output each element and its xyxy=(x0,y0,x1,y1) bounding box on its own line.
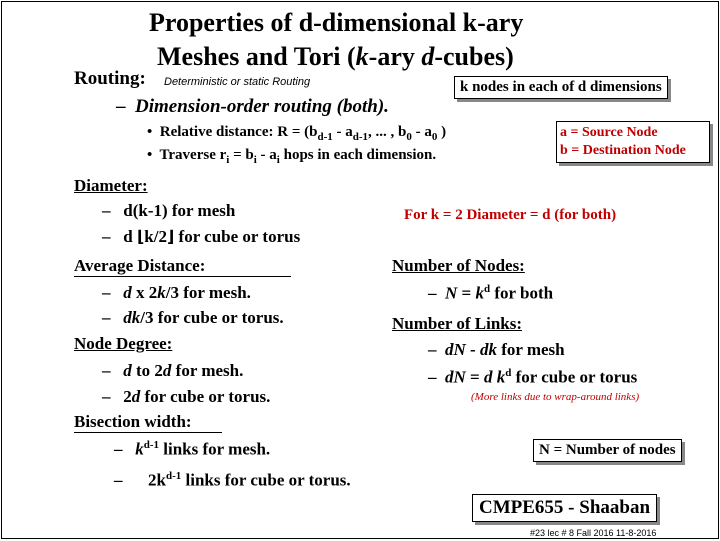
tr-text: = b xyxy=(229,147,254,163)
floor-open: ⌊ xyxy=(136,227,145,246)
k: k xyxy=(475,283,484,303)
title-text-end: -cubes) xyxy=(434,42,514,71)
sup: d-1 xyxy=(143,439,160,451)
title-line-1: Properties of d-dimensional k-ary xyxy=(149,8,524,37)
routing-heading: Routing: xyxy=(74,68,146,89)
title-text: Meshes and Tori ( xyxy=(157,42,356,71)
legend-box xyxy=(556,121,710,163)
links-note: (More links due to wrap-around links) xyxy=(471,391,640,403)
slide xyxy=(1,1,719,539)
bisection-heading: Bisection width: xyxy=(74,412,222,433)
dN: dN xyxy=(445,367,466,387)
diameter-mesh-text: d(k-1) for mesh xyxy=(123,201,236,220)
eq: = xyxy=(457,283,476,303)
sup: d xyxy=(483,283,491,295)
degree-torus: – 2d for cube or torus. xyxy=(102,387,271,406)
N: N xyxy=(445,283,458,303)
title-d: d xyxy=(421,42,435,71)
title-k: k xyxy=(355,42,369,71)
d: d xyxy=(483,367,493,387)
text: for cube or torus xyxy=(511,367,638,387)
rd-sub: 0 xyxy=(406,131,412,143)
title-text-mid: -ary xyxy=(368,42,422,71)
degree-heading: Node Degree: xyxy=(74,334,173,353)
sup: d xyxy=(505,367,512,379)
title-line-2 xyxy=(157,42,514,72)
text: links for mesh. xyxy=(159,439,271,459)
dk: dk xyxy=(479,340,497,359)
2k: 2k xyxy=(148,470,166,490)
avg-torus: – dk/3 for cube or torus. xyxy=(102,308,284,327)
rd-text: Relative distance: R = (b xyxy=(159,124,318,140)
bisection-mesh: – $k^{d-1}$ links for mesh. xyxy=(114,439,271,459)
k-half: k/2 xyxy=(144,227,167,246)
avg-mesh: – d x 2k/3 for mesh. xyxy=(102,283,251,302)
text: for both xyxy=(490,283,554,303)
text: 2 xyxy=(123,387,132,406)
tr-sub: i xyxy=(226,154,230,166)
rd-text: - a xyxy=(411,124,432,140)
text: x 2 xyxy=(131,283,158,302)
routing-note: Deterministic or static Routing xyxy=(164,76,311,88)
diameter-torus-text: for cube or torus xyxy=(174,227,301,246)
legend-destination: b = Destination Node xyxy=(560,143,686,158)
k-nodes-box: k nodes in each of d dimensions xyxy=(454,76,668,99)
d: d xyxy=(131,387,141,406)
links-mesh: – dN - dk for mesh xyxy=(428,340,565,359)
bisection-torus: – $2k^{d-1}$ links for cube or torus. xyxy=(114,470,351,490)
d: d xyxy=(123,227,133,246)
nodes-heading: Number of Nodes: xyxy=(392,256,525,275)
nodes-formula: – $N = k^d$ for both xyxy=(428,283,554,303)
dk: dk xyxy=(123,308,141,327)
minus: - xyxy=(465,340,480,359)
k: k xyxy=(492,367,506,387)
tr-text: hops in each dimension. xyxy=(279,147,437,163)
links-torus: – dN = d $k^d$ for cube or torus xyxy=(428,367,638,387)
bullet: • xyxy=(147,147,153,163)
text: /3 for cube or torus. xyxy=(140,308,284,327)
links-heading: Number of Links: xyxy=(392,314,523,333)
rd-text: - a xyxy=(332,124,353,140)
text: links for cube or torus. xyxy=(181,470,351,490)
sup: d-1 xyxy=(165,470,182,482)
tr-sub: i xyxy=(253,154,257,166)
tr-text: - a xyxy=(256,147,277,163)
tr-text: Traverse r xyxy=(159,147,227,163)
routing-method xyxy=(116,96,389,118)
routing-method-text: Dimension-order routing (both). xyxy=(135,96,389,117)
text: for mesh xyxy=(496,340,565,359)
footer-info: #23 lec # 8 Fall 2016 11-8-2016 xyxy=(530,528,657,538)
rd-text: ) xyxy=(437,124,447,140)
k: k xyxy=(157,283,166,302)
text: for mesh. xyxy=(171,361,244,380)
text: /3 for mesh. xyxy=(165,283,251,302)
dN: dN xyxy=(445,340,466,359)
rd-sub: 0 xyxy=(431,131,438,143)
d: d xyxy=(123,283,132,302)
rd-sub: d-1 xyxy=(317,131,333,143)
text: for cube or torus. xyxy=(140,387,271,406)
bullet: • xyxy=(147,124,153,140)
diameter-mesh: – d(k-1) for mesh xyxy=(102,201,236,220)
avg-heading: Average Distance: xyxy=(74,256,291,277)
k2-note: For k = 2 Diameter = d (for both) xyxy=(404,207,617,223)
degree-mesh: – d to 2d for mesh. xyxy=(102,361,244,380)
diameter-torus: – d ⌊k/2⌋ for cube or torus xyxy=(102,227,301,246)
relative-distance xyxy=(147,124,446,143)
dash: – xyxy=(116,96,126,117)
traverse xyxy=(147,147,436,166)
eq: = xyxy=(465,367,484,387)
rd-sub: d-1 xyxy=(352,131,369,143)
text: to 2 xyxy=(131,361,163,380)
tr-sub: i xyxy=(276,154,280,166)
floor-close: ⌋ xyxy=(166,227,175,246)
diameter-heading: Diameter: xyxy=(74,176,148,195)
course-box: CMPE655 - Shaaban xyxy=(472,494,657,522)
d: d xyxy=(123,361,132,380)
n-box: N = Number of nodes xyxy=(533,439,682,462)
rd-text: , ... , b xyxy=(368,124,407,140)
k: k xyxy=(135,439,144,459)
legend-source: a = Source Node xyxy=(560,125,658,140)
d: d xyxy=(162,361,172,380)
